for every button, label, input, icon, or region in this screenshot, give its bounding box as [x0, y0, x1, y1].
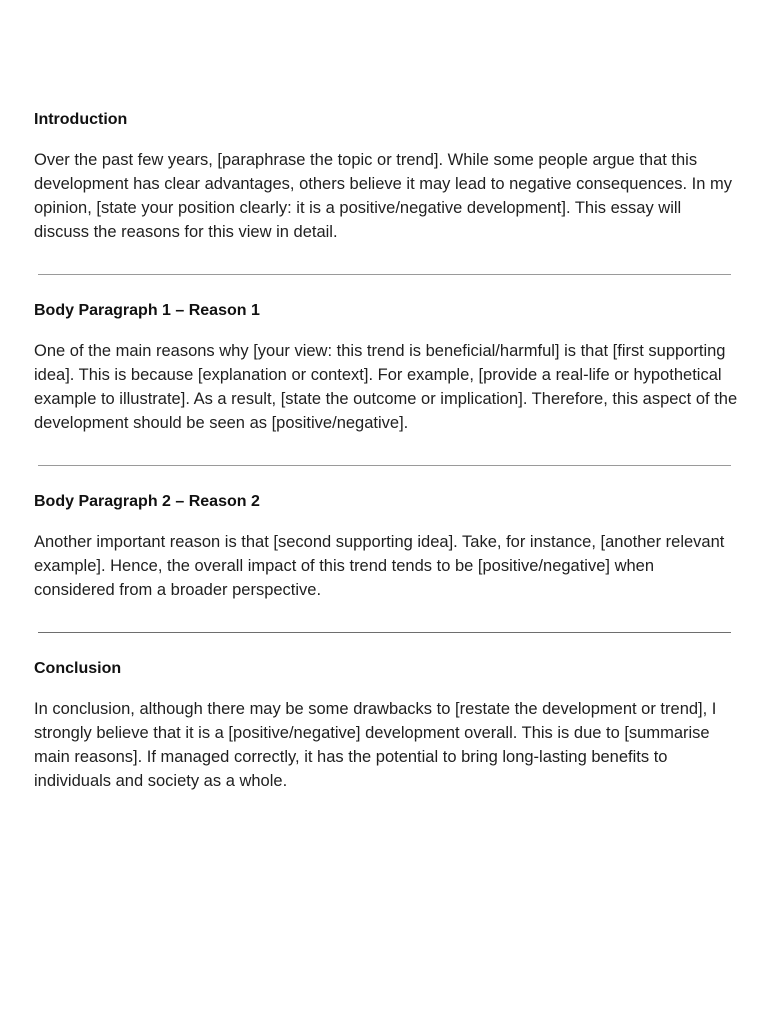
section-body-conclusion: In conclusion, although there may be some drawbacks to [restate the development or trend], I strongly believe that it is a [positive/negative] development overall. This is due to [summarise main reasons]. If managed correctly, it has the potential to bring long-lasting benefits to individuals and society as a whole. [34, 700, 717, 790]
section-divider [38, 274, 731, 275]
section-heading-body-paragraph-1: Body Paragraph 1 – Reason 1 [34, 302, 260, 319]
section-body-introduction: Over the past few years, [paraphrase the topic or trend]. While some people argue that this development has clear advantages, others believe it may lead to negative consequences. In my opinion, [state your position clearly: it is a positive/negative development]. This essay will discuss the reasons for this view in detail. [34, 151, 733, 241]
conclusion-section [34, 659, 738, 793]
section-heading-introduction: Introduction [34, 111, 128, 128]
section-body-body-paragraph-2: Another important reason is that [second supporting idea]. Take, for instance, [another relevant example]. Hence, the overall impact of this trend tends to be [positive/negative] when considered from a broader perspective. [34, 533, 725, 599]
section-divider [38, 465, 731, 466]
section-heading-conclusion: Conclusion [34, 660, 122, 677]
body-paragraph-1-section [34, 301, 738, 435]
section-body-body-paragraph-1: One of the main reasons why [your view: this trend is beneficial/harmful] is that [first supporting idea]. This is because [explanation or context]. For example, [provide a real-life or hypothetical example to illustrate]. As a result, [state the outcome or implication]. Therefore, this aspect of the development should be seen as [positive/negative]. [34, 342, 738, 432]
body-paragraph-2-section [34, 492, 738, 602]
section-heading-body-paragraph-2: Body Paragraph 2 – Reason 2 [34, 493, 260, 510]
section-divider [38, 632, 731, 633]
introduction-section [34, 110, 738, 244]
